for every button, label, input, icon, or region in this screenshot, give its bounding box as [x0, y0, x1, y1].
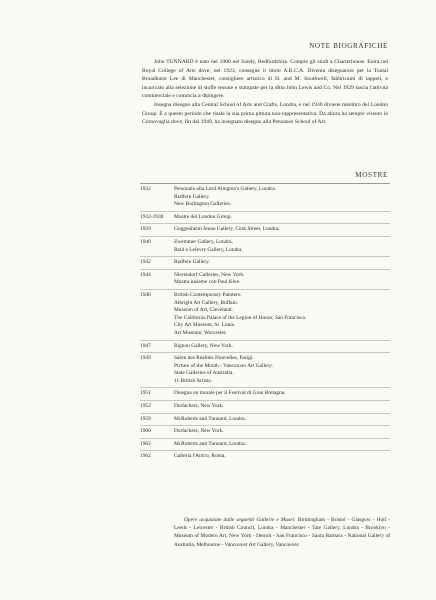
row-divider: [140, 340, 390, 341]
exhibition-year: 1932-1938: [140, 213, 164, 220]
row-divider: [140, 223, 390, 224]
bio-paragraph-2: Insegna disegno alla Central School of Arts and Crafts, Londra, e nel 1930 diviene membro del London Group. È a questo periodo che risale la sua prima pittura non-rappresentativa. Da allora ha sempre vissuto in Cornovaglia dove, fin dal 1948, ha insegnato disegno alla Penzance School of Art.: [142, 101, 388, 126]
exhibition-line: Zwemmer Gallery, Londra.: [174, 238, 233, 245]
exhibition-row: [140, 428, 390, 436]
section-rule: [140, 183, 390, 184]
exhibition-row: [140, 292, 390, 338]
exhibition-line: Museum of Art, Cleveland.: [174, 307, 233, 314]
exhibition-year: 1959: [140, 415, 151, 422]
collections-paragraph: [174, 516, 390, 549]
exhibition-line: Guggenheim Jeune Gallery, Cork Street, Londra.: [174, 226, 280, 233]
exhibition-line: City Art Museum, St. Louis.: [174, 322, 236, 329]
exhibition-details: [174, 441, 390, 449]
exhibition-year: 1949: [140, 355, 151, 362]
exhibition-row: [140, 355, 390, 385]
exhibition-details: [174, 390, 390, 398]
exhibition-details: [174, 428, 390, 436]
exhibition-details: [174, 186, 390, 209]
exhibition-year: 1944: [140, 271, 151, 278]
bio-paragraph-1: John TUNNARD è nato nel 1900 nel Sandy, Bedfordshire. Compie gli studi a Charterhouse. Entra nel Royal College of Arts dove, nel 1923, consegue il titolo A.R.C.A. Diventa disegnatore per la Tootal Broadhurst Lee di Manchester, consigliere artistico di H. and M. Southwell, fabbricanti di tappeti, e incaricato alla selezione di stoffe tessute e stampate per la ditta John Lewis and Co. Nel 1929 lascia l'attività commerciale e comincia a dipingere.: [142, 59, 388, 100]
exhibition-year: 1942: [140, 259, 151, 266]
exhibition-year: 1946: [140, 291, 151, 298]
exhibition-line: Durlachers, New York.: [174, 403, 224, 410]
biography-text: [142, 58, 388, 127]
exhibition-line: Mostra insieme con Paul Klee.: [174, 279, 241, 286]
row-divider: [140, 413, 390, 414]
row-divider: [140, 236, 390, 237]
row-divider: [140, 400, 390, 401]
exhibition-line: Disegna un murale per il Festival di Gran Bretagna.: [174, 390, 286, 397]
exhibition-details: [174, 453, 390, 461]
exhibition-row: [140, 403, 390, 411]
exhibition-row: [140, 259, 390, 267]
exhibition-details: [174, 403, 390, 411]
row-divider: [140, 387, 390, 388]
exhibition-year: 1952: [140, 403, 151, 410]
exhibition-line: Picture of the Month - Vancouver Art Gallery.: [174, 362, 273, 369]
exhibition-row: [140, 343, 390, 351]
exhibition-year: 1940: [140, 238, 151, 245]
exhibition-details: [174, 292, 390, 338]
exhibition-year: 1962: [140, 453, 151, 460]
collections-lead: Opere acquistate dalle seguenti Gallerie e Musei:: [184, 517, 296, 523]
section-title-mostre: MOSTRE: [355, 171, 388, 179]
exhibition-line: Redfern Gallery.: [174, 259, 210, 266]
exhibition-year: 1932: [140, 186, 151, 192]
exhibition-year: 1951: [140, 390, 151, 397]
row-divider: [140, 450, 390, 451]
exhibition-line: Personale alla Lord Alington's Gallery, Londra.: [174, 186, 276, 192]
exhibition-row: [140, 239, 390, 254]
exhibition-row: [140, 390, 390, 398]
exhibition-line: Salon des Réalités Nouvelles, Parigi.: [174, 355, 254, 362]
row-divider: [140, 352, 390, 353]
exhibition-details: [174, 226, 390, 234]
collections-list: Birmingham - Bristol - Glasgow - Hull - Leeds - Leicester - British Council, Londra - Manchester - Tate Gallery, Londra - Brooklyn - Museum of Modern Art, New York - Detroit - San Francisco - Santa Barbara - National Gallery of Australia, Melbourne - Vancouver Art Gallery, Vancouver.: [174, 517, 390, 548]
exhibition-row: [140, 214, 390, 222]
exhibition-line: Nierendorf Galleries, New York.: [174, 271, 245, 278]
exhibition-line: Reid e Lefevre Gallery, Londra.: [174, 246, 243, 253]
exhibition-row: [140, 416, 390, 424]
exhibition-year: 1939: [140, 226, 151, 233]
row-divider: [140, 256, 390, 257]
exhibition-row: [140, 453, 390, 461]
exhibition-line: New Burlington Galleries.: [174, 201, 232, 208]
exhibition-line: McRoberts and Tunnard, Londra.: [174, 415, 247, 422]
exhibition-year: 1947: [140, 342, 151, 349]
exhibition-line: Art Museum, Worcester.: [174, 329, 227, 336]
exhibition-details: [174, 272, 390, 287]
row-divider: [140, 438, 390, 439]
exhibition-details: [174, 239, 390, 254]
exhibition-line: Albright Art Gallery, Buffalo.: [174, 299, 239, 306]
exhibition-row: [140, 441, 390, 449]
exhibition-line: Galleria l'Attico, Roma.: [174, 453, 226, 460]
exhibition-details: [174, 214, 390, 222]
row-divider: [140, 211, 390, 212]
exhibition-details: [174, 416, 390, 424]
exhibition-line: British Contemporary Painters.: [174, 291, 242, 298]
exhibition-year: 1960: [140, 428, 151, 435]
exhibition-line: The California Palace of the Legion of Honor, San Francisco.: [174, 314, 307, 321]
exhibition-line: 11 British Artists.: [174, 377, 212, 384]
exhibitions-list: [140, 186, 390, 461]
exhibition-details: [174, 355, 390, 385]
row-divider: [140, 425, 390, 426]
exhibition-year: 1962: [140, 440, 151, 447]
exhibition-line: State Galleries of Australia.: [174, 370, 234, 377]
exhibition-details: [174, 259, 390, 267]
section-title-biografiche: NOTE BIOGRAFICHE: [309, 42, 388, 50]
exhibition-row: [140, 186, 390, 209]
exhibition-line: Mostre del London Group.: [174, 213, 232, 220]
exhibition-line: Redfern Gallery.: [174, 193, 210, 200]
exhibition-details: [174, 343, 390, 351]
exhibition-line: Bignou Gallery, New York.: [174, 342, 233, 349]
exhibition-line: McRoberts and Tunnard, Londra.: [174, 440, 247, 447]
row-divider: [140, 269, 390, 270]
exhibition-row: [140, 226, 390, 234]
row-divider: [140, 289, 390, 290]
exhibition-row: [140, 272, 390, 287]
exhibition-line: Durlachers, New York.: [174, 428, 224, 435]
